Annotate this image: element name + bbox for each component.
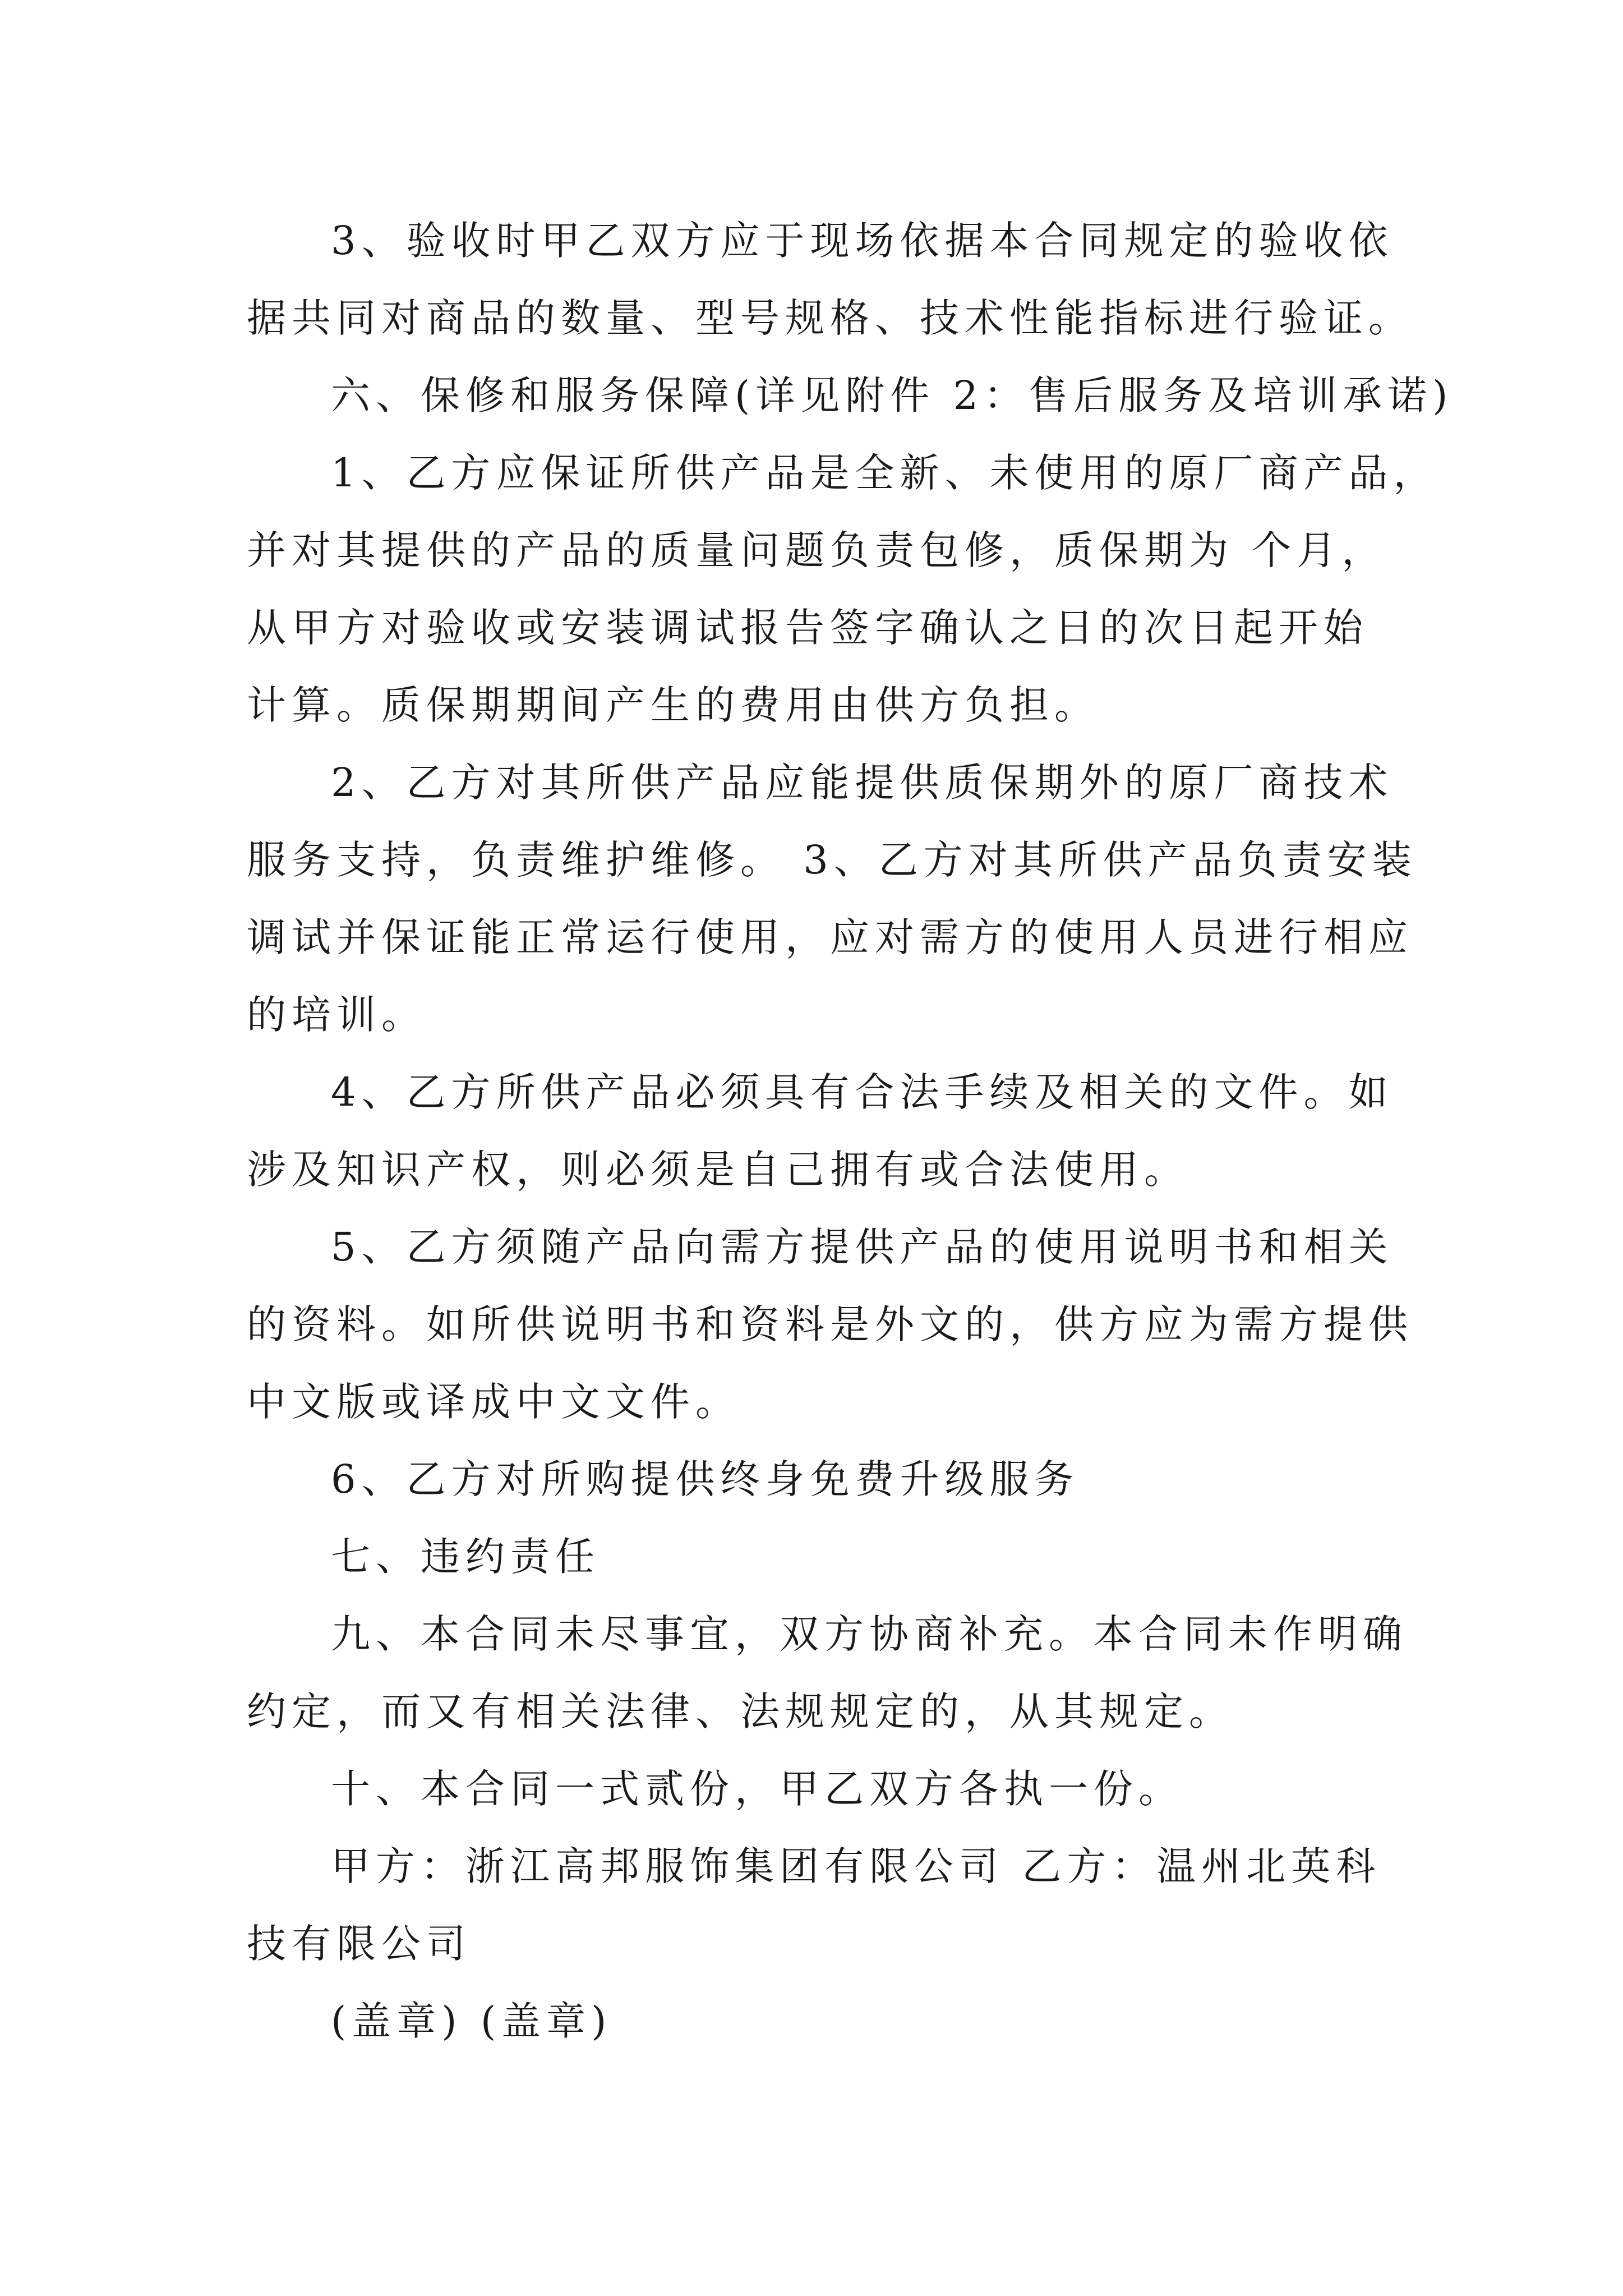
text-line: 3、验收时甲乙双方应于现场依据本合同规定的验收依: [331, 218, 1394, 264]
text-line: 调试并保证能正常运行使用，应对需方的使用人员进行相应: [247, 914, 1413, 960]
document-body: [247, 202, 1454, 2060]
text-line: 涉及知识产权，则必须是自己拥有或合法使用。: [247, 1147, 1189, 1193]
text-line: 据共同对商品的数量、型号规格、技术性能指标进行验证。: [247, 295, 1413, 341]
section-heading: 六、保修和服务保障(详见附件 2：售后服务及培训承诺): [331, 372, 1454, 418]
text-line: 并对其提供的产品的质量问题负责包修，质保期为 个月，: [247, 527, 1387, 573]
text-line: 从甲方对验收或安装调试报告签字确认之日的次日起开始: [247, 605, 1368, 651]
text-line: 计算。质保期期间产生的费用由供方负担。: [247, 682, 1099, 728]
text-line: 的资料。如所供说明书和资料是外文的，供方应为需方提供: [247, 1301, 1413, 1347]
text-line: 服务支持，负责维护维修。 3、乙方对其所供产品负责安装: [247, 837, 1417, 883]
seal-placeholder: (盖章) (盖章): [331, 1998, 612, 2044]
signature-parties: 甲方：浙江高邦服饰集团有限公司 乙方：温州北英科: [331, 1843, 1381, 1889]
text-line: 5、乙方须随产品向需方提供产品的使用说明书和相关: [331, 1224, 1394, 1270]
section-heading: 七、违约责任: [331, 1534, 600, 1580]
text-line: 6、乙方对所购提供终身免费升级服务: [331, 1456, 1080, 1502]
text-line: 中文版或译成中文文件。: [247, 1379, 740, 1425]
signature-parties: 技有限公司: [247, 1921, 471, 1967]
text-line: 1、乙方应保证所供产品是全新、未使用的原厂商产品，: [331, 450, 1438, 496]
text-line: 九、本合同未尽事宜，双方协商补充。本合同未作明确: [331, 1611, 1408, 1657]
text-line: 4、乙方所供产品必须具有合法手续及相关的文件。如: [331, 1069, 1394, 1115]
text-line: 的培训。: [247, 992, 426, 1038]
text-line: 十、本合同一式贰份，甲乙双方各执一份。: [331, 1766, 1183, 1812]
text-line: 约定，而又有相关法律、法规规定的，从其规定。: [247, 1688, 1234, 1734]
text-line: 2、乙方对其所供产品应能提供质保期外的原厂商技术: [331, 760, 1394, 806]
